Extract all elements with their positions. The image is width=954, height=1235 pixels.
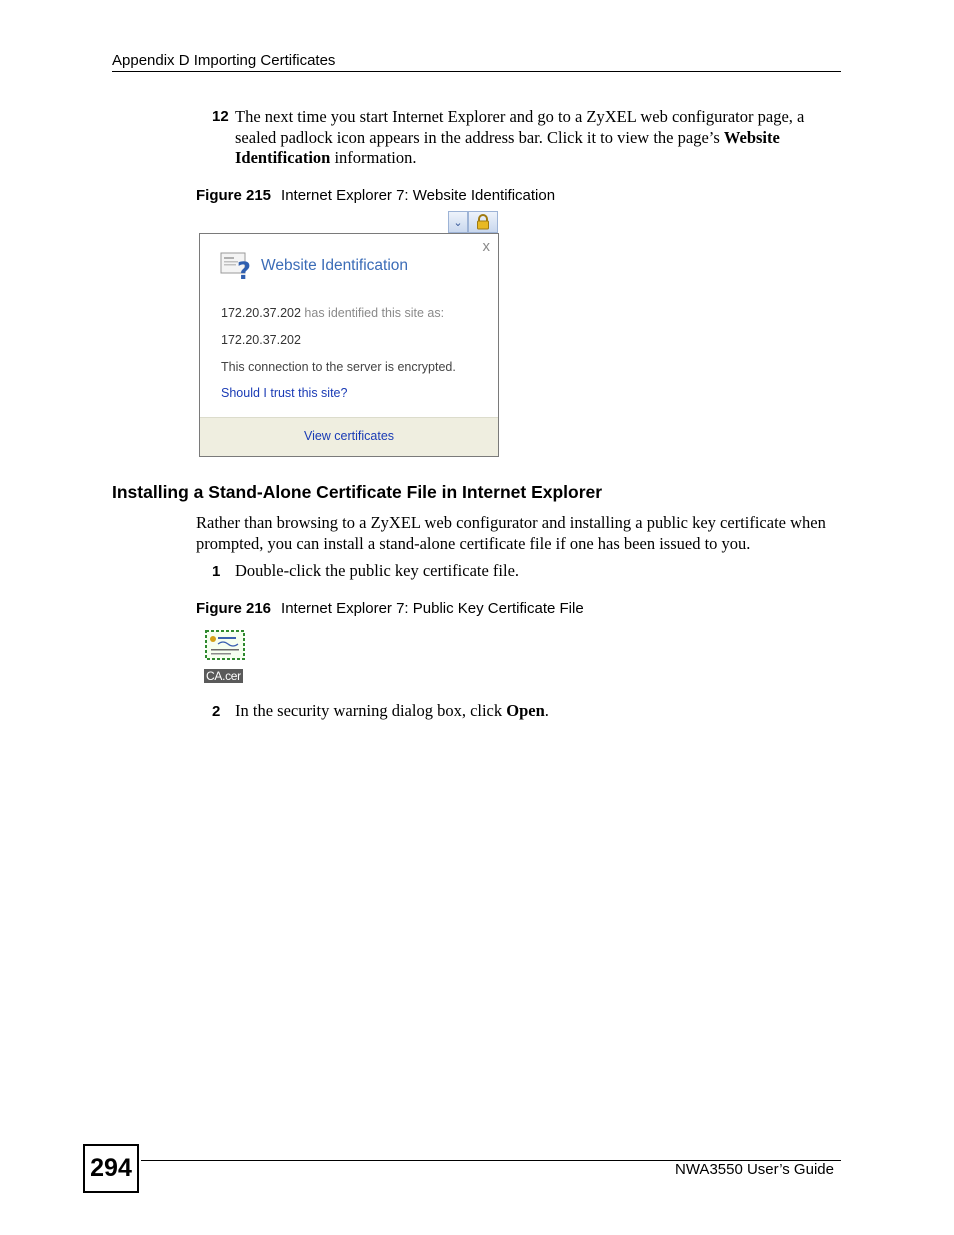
close-icon[interactable]: x — [482, 238, 490, 255]
step-number: 1 — [212, 563, 221, 580]
step-text-part: . — [544, 701, 549, 720]
section-heading: Installing a Stand-Alone Certificate File in Internet Explorer — [112, 482, 603, 502]
chevron-down-icon[interactable]: ⌄ — [448, 211, 468, 233]
step-text — [235, 701, 549, 722]
step-text: Double-click the public key certificate file. — [235, 561, 520, 580]
identified-line — [221, 306, 444, 320]
certificate-filename: CA.cer — [206, 669, 241, 683]
header-rule — [112, 71, 841, 72]
host-address: 172.20.37.202 — [221, 306, 301, 320]
step-text-part: The next time you start Internet Explorer and go to a ZyXEL web configurator page, a sealed padlock icon appears in the address bar. Click it to view the page’s — [235, 107, 805, 147]
address-bar-controls — [448, 211, 498, 233]
figure-caption — [196, 600, 584, 617]
step-text-bold: Website Identification — [235, 127, 780, 167]
website-identification-popup — [199, 233, 499, 457]
step-text-part: In the security warning dialog box, click — [235, 701, 507, 720]
view-certificates-link[interactable]: View certificates — [303, 429, 395, 443]
step-number: 12 — [212, 108, 229, 125]
step-text — [235, 107, 835, 169]
popup-title: Website Identification — [261, 257, 409, 274]
certificate-question-icon — [220, 251, 254, 288]
step-number: 2 — [212, 703, 221, 720]
certificate-file-icon[interactable] — [205, 630, 245, 665]
site-name: 172.20.37.202 — [221, 333, 301, 347]
step-text-part: information. — [330, 148, 417, 167]
guide-title: NWA3550 User’s Guide — [675, 1161, 834, 1178]
identified-text: has identified this site as: — [300, 306, 445, 320]
svg-text:?: ? — [237, 257, 251, 283]
step-text-bold: Open — [506, 701, 545, 720]
padlock-icon[interactable] — [468, 211, 498, 233]
page-number: 294 — [83, 1144, 139, 1193]
popup-footer — [200, 417, 498, 456]
figure-label: Figure 216 — [196, 600, 272, 617]
figure-label: Figure 215 — [196, 187, 272, 204]
figure-caption-text: Internet Explorer 7: Website Identification — [281, 187, 556, 204]
figure-caption — [196, 187, 555, 204]
trust-site-link[interactable]: Should I trust this site? — [221, 386, 348, 400]
running-header: Appendix D Importing Certificates — [112, 52, 336, 69]
figure-caption-text: Internet Explorer 7: Public Key Certificate File — [281, 600, 584, 617]
intro-paragraph: Rather than browsing to a ZyXEL web configurator and installing a public key certificate when prompted, you can install a stand-alone certificate file if one has been issued to you. — [196, 513, 826, 553]
encryption-status: This connection to the server is encrypted. — [221, 360, 456, 374]
